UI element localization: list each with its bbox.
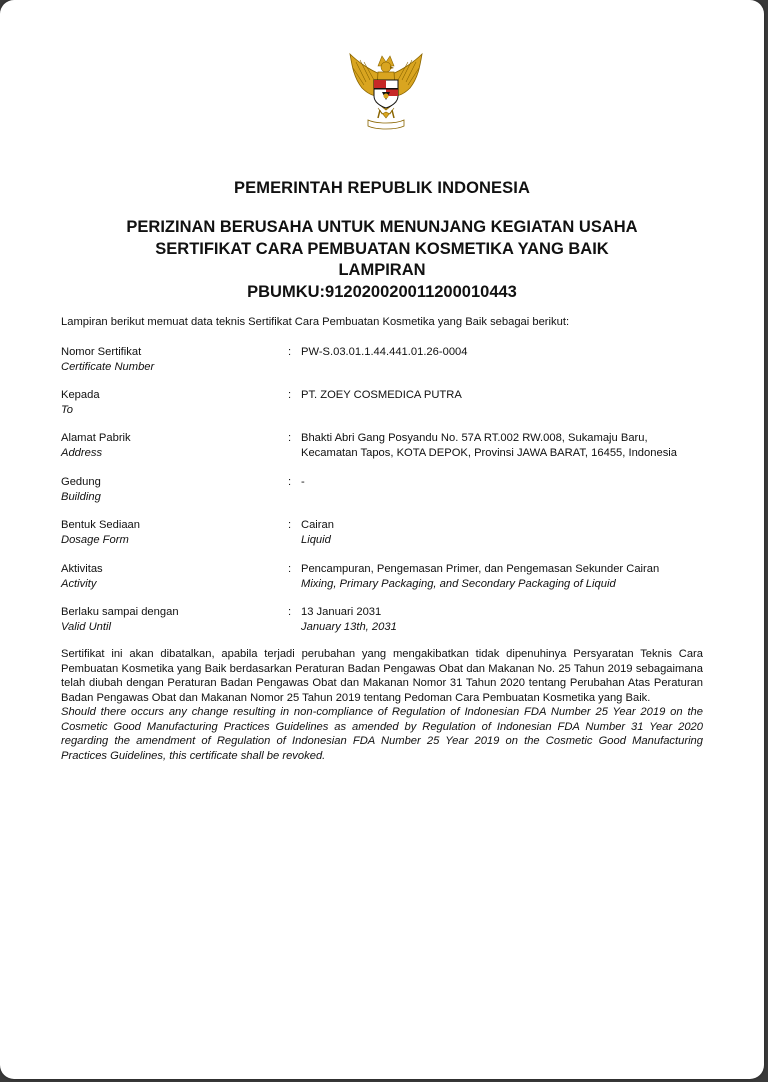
field-value-line-2: Kecamatan Tapos, KOTA DEPOK, Provinsi JAWA BARAT, 16455, Indonesia bbox=[301, 446, 677, 459]
field-label: Nomor Sertifikat bbox=[61, 346, 142, 358]
field-label: Gedung bbox=[61, 476, 101, 488]
government-heading: PEMERINTAH REPUBLIK INDONESIA bbox=[234, 179, 530, 197]
field-value: Pencampuran, Pengemasan Primer, dan Pengemasan Sekunder Cairan bbox=[301, 563, 660, 575]
field-colon: : bbox=[288, 346, 292, 358]
field-value-en: Liquid bbox=[301, 533, 331, 546]
field-value: PT. ZOEY COSMEDICA PUTRA bbox=[301, 389, 462, 401]
title-line-2: SERTIFIKAT CARA PEMBUATAN KOSMETIKA YANG BAIK bbox=[155, 239, 609, 258]
revocation-note-id: Sertifikat ini akan dibatalkan, apabila terjadi perubahan yang mengakibatkan tidak dipenuhinya Persyaratan Teknis Cara Pembuatan Kosmetika yang Baik berdasarkan Peraturan Badan Pengawas Obat dan Makanan No. 25 Tahun 2019 sebagaimana telah diubah dengan Peraturan Badan Pengawas Obat dan Makanan Nomor 31 Tahun 2020 tentang Perubahan Atas Peraturan Badan Pengawas Obat dan Makanan Nomor 25 Tahun 2019 tentang Pedoman Cara Pembuatan Kosmetika yang Baik. bbox=[61, 648, 703, 704]
field-label-en: Valid Until bbox=[61, 620, 111, 633]
field-label-en: Building bbox=[61, 490, 101, 503]
revocation-note-en: Should there occurs any change resulting in non-compliance of Regulation of Indonesian FDA Number 25 Year 2019 on the Cosmetic Good Manufacturing Practices Guidelines as amended by Regulation of Indonesian FDA Number 31 Year 2020 regarding the amendment of Regulation of Indonesian FDA Number 25 Year 2019 on the Cosmetic Good Manufacturing Practices Guidelines, this certificate shall be revoked. bbox=[61, 706, 703, 762]
field-value-en: Mixing, Primary Packaging, and Secondary Packaging of Liquid bbox=[301, 577, 616, 590]
field-value: - bbox=[301, 476, 305, 488]
field-label: Alamat Pabrik bbox=[61, 432, 131, 444]
field-colon: : bbox=[288, 389, 292, 401]
field-label: Kepada bbox=[61, 389, 100, 401]
field-label-en: Dosage Form bbox=[61, 533, 129, 546]
field-label: Bentuk Sediaan bbox=[61, 519, 140, 531]
pbumku-number: PBUMKU:912020020011200010443 bbox=[247, 282, 517, 301]
field-value: Bhakti Abri Gang Posyandu No. 57A RT.002 RW.008, Sukamaju Baru, bbox=[301, 432, 648, 444]
garuda-emblem-icon bbox=[344, 52, 428, 130]
field-colon: : bbox=[288, 432, 292, 444]
field-label-en: Activity bbox=[61, 577, 97, 590]
field-colon: : bbox=[288, 476, 292, 488]
field-label-en: Certificate Number bbox=[61, 360, 155, 373]
field-label: Aktivitas bbox=[61, 563, 103, 575]
intro-text: Lampiran berikut memuat data teknis Sertifikat Cara Pembuatan Kosmetika yang Baik sebagai berikut: bbox=[61, 316, 570, 328]
field-label-en: To bbox=[61, 403, 74, 416]
field-colon: : bbox=[288, 606, 292, 618]
field-label: Berlaku sampai dengan bbox=[61, 606, 179, 618]
title-line-3: LAMPIRAN bbox=[338, 261, 426, 279]
title-line-1: PERIZINAN BERUSAHA UNTUK MENUNJANG KEGIATAN USAHA bbox=[126, 218, 638, 236]
field-value: PW-S.03.01.1.44.441.01.26-0004 bbox=[301, 346, 468, 358]
field-label-en: Address bbox=[61, 446, 103, 459]
field-colon: : bbox=[288, 519, 292, 531]
field-value-en: January 13th, 2031 bbox=[301, 620, 397, 633]
field-value: Cairan bbox=[301, 519, 334, 531]
field-value: 13 Januari 2031 bbox=[301, 606, 382, 618]
field-colon: : bbox=[288, 563, 292, 575]
revocation-note bbox=[61, 647, 703, 763]
certificate-title-block bbox=[0, 217, 764, 303]
